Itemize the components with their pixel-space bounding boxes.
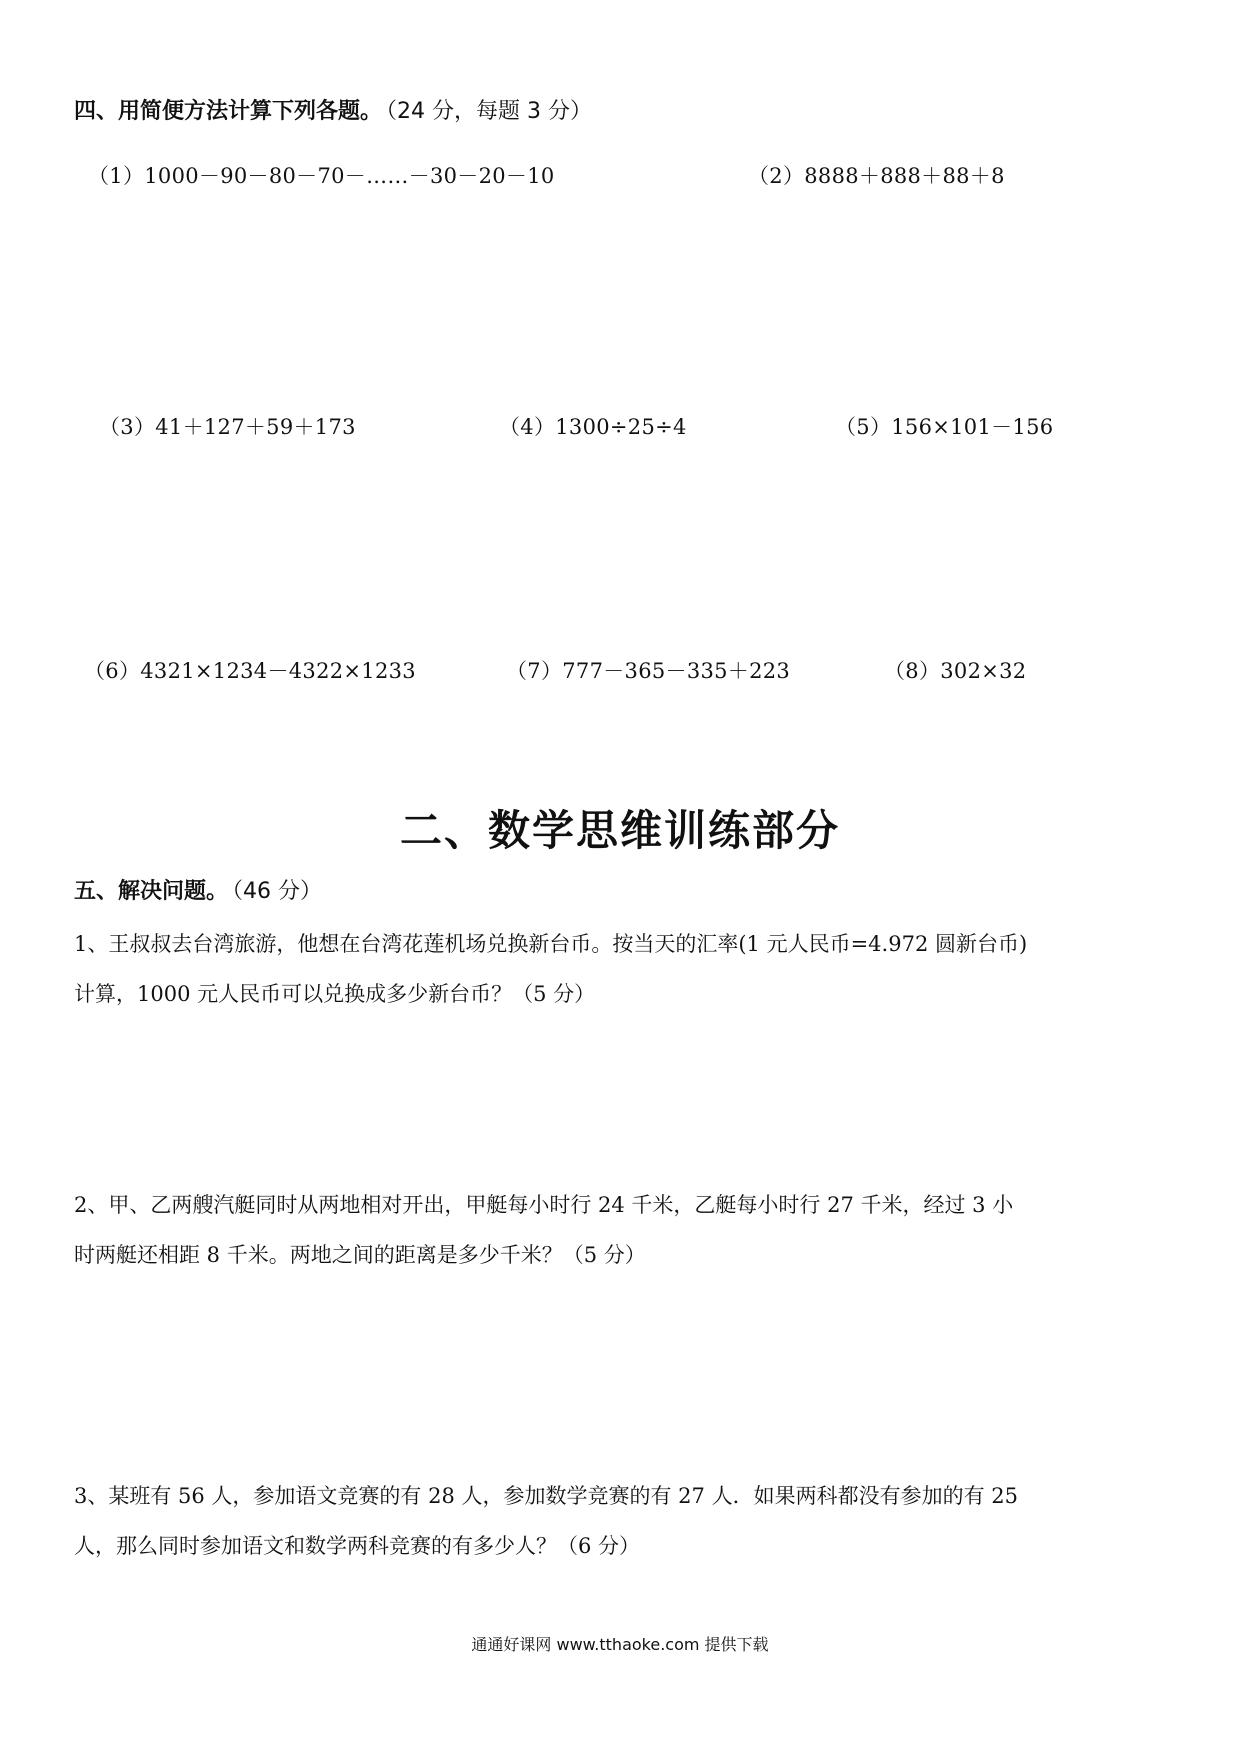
problem-7: （7）777－365－335＋223 — [506, 659, 791, 683]
problem-1: （1）1000－90－80－70－……－30－20－10 — [88, 164, 555, 188]
footer-credit: 通通好课网 www.tthaoke.com 提供下载 — [471, 1635, 769, 1654]
part-2-title: 二、数学思维训练部分 — [399, 806, 840, 855]
problem-5: （5）156×101－156 — [835, 415, 1054, 439]
problem-4: （4）1300÷25÷4 — [499, 415, 687, 439]
section-4-points: （24 分，每题 3 分） — [386, 99, 592, 124]
problem-8: （8）302×32 — [884, 659, 1027, 683]
question-2-line-2: 时两艇还相距 8 千米。两地之间的距离是多少千米？（5 分） — [74, 1243, 646, 1267]
question-3-line-2: 人，那么同时参加语文和数学两科竞赛的有多少人？（6 分） — [74, 1534, 641, 1558]
section-4-heading — [74, 94, 592, 125]
question-1-line-2: 计算，1000 元人民币可以兑换成多少新台币？（5 分） — [74, 982, 596, 1006]
problem-3: （3）41＋127＋59＋173 — [99, 415, 356, 439]
section-5-title: 五、解决问题。 — [74, 879, 229, 904]
problem-2: （2）8888＋888＋88＋8 — [748, 164, 1005, 188]
problem-6: （6）4321×1234－4322×1233 — [84, 659, 416, 683]
section-5-points: （46 分） — [232, 879, 323, 904]
question-2 — [74, 1180, 1174, 1280]
question-1 — [74, 919, 1174, 1019]
section-5-heading — [74, 874, 322, 905]
question-2-line-1: 2、甲、乙两艘汽艇同时从两地相对开出，甲艇每小时行 24 千米，乙艇每小时行 27 千米，经过 3 小 — [74, 1193, 1014, 1217]
question-3 — [74, 1471, 1174, 1571]
question-3-line-1: 3、某班有 56 人，参加语文竞赛的有 28 人，参加数学竞赛的有 27 人．如果两科都没有参加的有 25 — [74, 1484, 1018, 1508]
section-4-title: 四、用简便方法计算下列各题。 — [74, 99, 383, 124]
question-1-line-1: 1、王叔叔去台湾旅游，他想在台湾花莲机场兑换新台币。按当天的汇率(1 元人民币=4.972 圆新台币) — [74, 932, 1028, 956]
